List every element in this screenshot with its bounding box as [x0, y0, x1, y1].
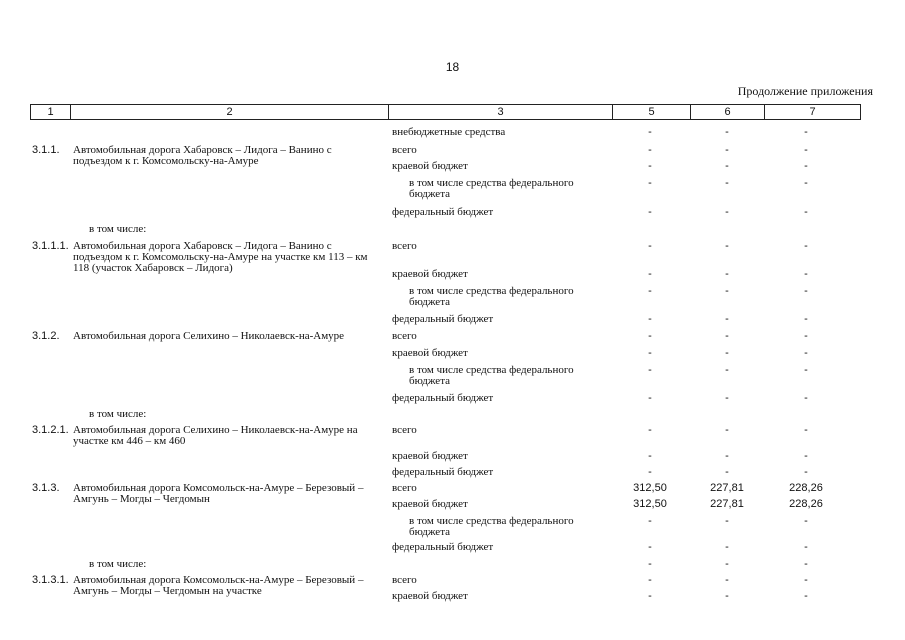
- funding-source: в том числе средства федерального бюджета: [409, 285, 574, 308]
- value-col-6: -: [725, 392, 729, 404]
- value-col-5: -: [648, 347, 652, 359]
- header-col-3: 3: [389, 105, 613, 119]
- value-col-7: -: [804, 144, 808, 156]
- funding-source: в том числе средства федерального бюджета: [409, 177, 574, 200]
- funding-source: внебюджетные средства: [392, 126, 506, 138]
- funding-source: всего: [392, 424, 417, 436]
- value-col-5: -: [648, 364, 652, 376]
- value-col-6: -: [725, 574, 729, 586]
- value-col-5: -: [648, 313, 652, 325]
- value-col-7: -: [804, 126, 808, 138]
- value-col-7: -: [804, 206, 808, 218]
- value-col-7: 228,26: [789, 498, 823, 510]
- value-col-5: -: [648, 541, 652, 553]
- value-col-5: 312,50: [633, 482, 667, 494]
- value-col-6: -: [725, 466, 729, 478]
- value-col-7: -: [804, 177, 808, 189]
- value-col-6: -: [725, 450, 729, 462]
- row-name: Автомобильная дорога Хабаровск – Лидога – Ванино с подъездом к г. Комсомольску-на-Амуре на участке км 113 – км 118 (участок Хабаровск – Лидога): [73, 240, 368, 274]
- value-col-6: -: [725, 285, 729, 297]
- value-col-7: -: [804, 160, 808, 172]
- value-col-6: -: [725, 240, 729, 252]
- row-name: Автомобильная дорога Комсомольск-на-Амуре – Березовый – Амгунь – Могды – Чегдомын: [73, 482, 364, 505]
- funding-source: краевой бюджет: [392, 268, 468, 280]
- row-name: Автомобильная дорога Селихино – Николаевск-на-Амуре на участке км 446 – км 460: [73, 424, 358, 447]
- subsection-label: в том числе:: [89, 223, 147, 235]
- value-col-5: -: [648, 144, 652, 156]
- value-col-6: -: [725, 590, 729, 602]
- continuation-note: Продолжение приложения: [737, 84, 873, 98]
- funding-source: в том числе средства федерального бюджета: [409, 364, 574, 387]
- value-col-7: -: [804, 268, 808, 280]
- subsection-label: в том числе:: [89, 558, 147, 570]
- value-col-5: -: [648, 450, 652, 462]
- funding-source: всего: [392, 482, 417, 494]
- value-col-6: -: [725, 558, 729, 570]
- value-col-5: -: [648, 466, 652, 478]
- value-col-5: -: [648, 268, 652, 280]
- value-col-5: -: [648, 590, 652, 602]
- funding-source: федеральный бюджет: [392, 313, 494, 325]
- value-col-5: -: [648, 515, 652, 527]
- value-col-7: -: [804, 590, 808, 602]
- value-col-7: -: [804, 364, 808, 376]
- value-col-6: -: [725, 364, 729, 376]
- value-col-7: 228,26: [789, 482, 823, 494]
- page-number: 18: [445, 60, 460, 74]
- funding-source: всего: [392, 240, 417, 252]
- value-col-7: -: [804, 515, 808, 527]
- funding-source: федеральный бюджет: [392, 466, 494, 478]
- value-col-6: -: [725, 160, 729, 172]
- value-col-7: -: [804, 558, 808, 570]
- row-number: 3.1.3.1.: [32, 574, 69, 586]
- header-col-1: 1: [31, 105, 71, 119]
- funding-source: в том числе средства федерального бюджета: [409, 515, 574, 538]
- value-col-5: -: [648, 285, 652, 297]
- funding-source: федеральный бюджет: [392, 206, 494, 218]
- row-number: 3.1.1.: [32, 144, 60, 156]
- value-col-7: -: [804, 313, 808, 325]
- row-name: Автомобильная дорога Селихино – Николаевск-на-Амуре: [73, 330, 345, 342]
- value-col-7: -: [804, 240, 808, 252]
- funding-source: краевой бюджет: [392, 450, 468, 462]
- value-col-6: -: [725, 330, 729, 342]
- value-col-6: -: [725, 347, 729, 359]
- value-col-6: -: [725, 424, 729, 436]
- value-col-5: 312,50: [633, 498, 667, 510]
- value-col-5: -: [648, 330, 652, 342]
- value-col-7: -: [804, 450, 808, 462]
- funding-source: всего: [392, 574, 417, 586]
- value-col-6: 227,81: [710, 482, 744, 494]
- table-header: [30, 104, 861, 120]
- row-number: 3.1.1.1.: [32, 240, 69, 252]
- row-name: Автомобильная дорога Хабаровск – Лидога – Ванино с подъездом к г. Комсомольску-на-Амуре: [73, 144, 332, 167]
- value-col-5: -: [648, 424, 652, 436]
- funding-source: федеральный бюджет: [392, 392, 494, 404]
- value-col-6: -: [725, 126, 729, 138]
- value-col-7: -: [804, 347, 808, 359]
- value-col-7: -: [804, 285, 808, 297]
- row-number: 3.1.2.1.: [32, 424, 69, 436]
- row-name: Автомобильная дорога Комсомольск-на-Амуре – Березовый – Амгунь – Могды – Чегдомын на участке: [73, 574, 364, 597]
- funding-source: всего: [392, 144, 417, 156]
- funding-source: федеральный бюджет: [392, 541, 494, 553]
- funding-source: краевой бюджет: [392, 347, 468, 359]
- value-col-6: 227,81: [710, 498, 744, 510]
- value-col-7: -: [804, 330, 808, 342]
- row-number: 3.1.2.: [32, 330, 60, 342]
- value-col-5: -: [648, 574, 652, 586]
- value-col-5: -: [648, 160, 652, 172]
- value-col-7: -: [804, 424, 808, 436]
- header-col-7: 7: [809, 106, 816, 118]
- value-col-6: -: [725, 515, 729, 527]
- value-col-6: -: [725, 177, 729, 189]
- value-col-7: -: [804, 392, 808, 404]
- value-col-7: -: [804, 541, 808, 553]
- value-col-6: -: [725, 313, 729, 325]
- funding-source: краевой бюджет: [392, 590, 468, 602]
- value-col-5: -: [648, 177, 652, 189]
- subsection-label: в том числе:: [89, 408, 147, 420]
- funding-source: краевой бюджет: [392, 160, 468, 172]
- value-col-6: -: [725, 268, 729, 280]
- value-col-5: -: [648, 126, 652, 138]
- value-col-5: -: [648, 558, 652, 570]
- row-number: 3.1.3.: [32, 482, 60, 494]
- value-col-5: -: [648, 240, 652, 252]
- value-col-5: -: [648, 392, 652, 404]
- value-col-7: -: [804, 574, 808, 586]
- header-col-6: 6: [691, 105, 765, 119]
- value-col-7: -: [804, 466, 808, 478]
- value-col-5: -: [648, 206, 652, 218]
- funding-source: всего: [392, 330, 417, 342]
- funding-source: краевой бюджет: [392, 498, 468, 510]
- value-col-6: -: [725, 541, 729, 553]
- header-col-5: 5: [613, 105, 691, 119]
- value-col-6: -: [725, 206, 729, 218]
- header-col-2: 2: [71, 105, 389, 119]
- value-col-6: -: [725, 144, 729, 156]
